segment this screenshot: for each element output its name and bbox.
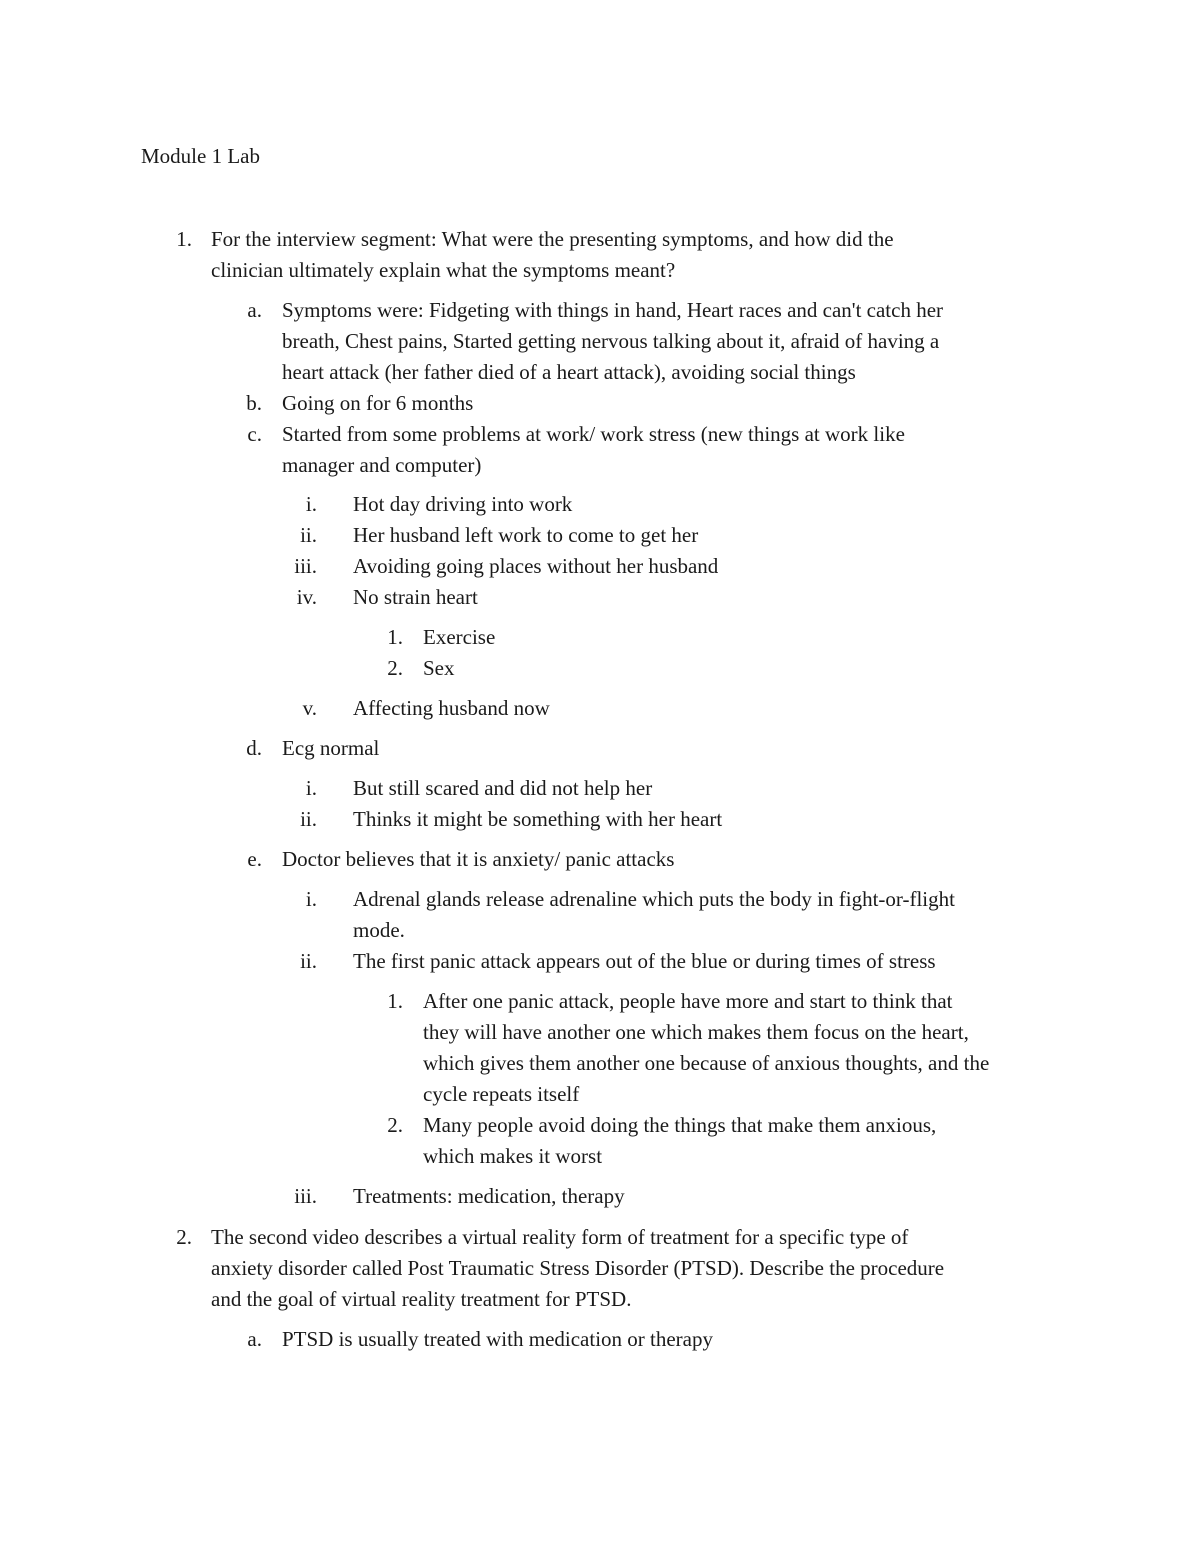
- list-roman: i.: [305, 492, 317, 516]
- list-roman: ii.: [300, 949, 317, 973]
- list-item-text: Symptoms were: Fidgeting with things in hand, Heart races and can't catch her: [282, 298, 944, 322]
- list-item-c-i: [0, 489, 1200, 520]
- list-item-text: which makes it worst: [423, 1144, 603, 1168]
- question-text-line: For the interview segment: What were the presenting symptoms, and how did the: [211, 227, 894, 251]
- list-item-text: Treatments: medication, therapy: [353, 1184, 625, 1208]
- list-item-e: [0, 844, 1200, 875]
- list-item-text: Going on for 6 months: [282, 391, 474, 415]
- list-item-text: heart attack (her father died of a heart attack), avoiding social things: [282, 360, 856, 384]
- list-item-text: they will have another one which makes them focus on the heart,: [423, 1020, 969, 1044]
- list-item-c-iv-1: [0, 622, 1200, 653]
- list-item-d-i: [0, 773, 1200, 804]
- list-letter: a.: [247, 1327, 262, 1351]
- list-letter: e.: [247, 847, 262, 871]
- list-item-c-ii: [0, 520, 1200, 551]
- list-roman: ii.: [300, 807, 317, 831]
- list-item-text: PTSD is usually treated with medication or therapy: [282, 1327, 713, 1351]
- list-item-text: Affecting husband now: [353, 696, 550, 720]
- list-item-text: breath, Chest pains, Started getting nervous talking about it, afraid of having a: [282, 329, 940, 353]
- list-item-text: Her husband left work to come to get her: [353, 523, 699, 547]
- list-roman: v.: [302, 696, 317, 720]
- list-item-b: [0, 388, 1200, 419]
- question-1: [0, 224, 1200, 255]
- list-item-text: mode.: [353, 918, 405, 942]
- list-item-e-i: [0, 884, 1200, 915]
- question-text-line: clinician ultimately explain what the symptoms meant?: [211, 258, 676, 282]
- list-item-text: After one panic attack, people have more and start to think that: [423, 989, 953, 1013]
- list-letter: b.: [246, 391, 262, 415]
- list-roman: i.: [305, 887, 317, 911]
- list-item-c-iv-2: [0, 653, 1200, 684]
- list-item-text: Thinks it might be something with her heart: [353, 807, 723, 831]
- list-item-c-iv: [0, 582, 1200, 613]
- list-item-a-continued: [0, 357, 1200, 388]
- list-item-q2-a: [0, 1324, 1200, 1355]
- list-item-e-i-continued: [0, 915, 1200, 946]
- list-item-e-ii-1: [0, 986, 1200, 1017]
- list-item-text: Avoiding going places without her husband: [353, 554, 719, 578]
- list-item-c-iii: [0, 551, 1200, 582]
- list-item-text: Many people avoid doing the things that make them anxious,: [423, 1113, 937, 1137]
- question-2: [0, 1222, 1200, 1253]
- list-item-a: [0, 295, 1200, 326]
- list-item-text: manager and computer): [282, 453, 482, 477]
- question-text-line: The second video describes a virtual reality form of treatment for a specific type of: [211, 1225, 909, 1249]
- list-item-c-v: [0, 693, 1200, 724]
- list-item-e-ii: [0, 946, 1200, 977]
- list-item-text: Sex: [423, 656, 455, 680]
- list-item-text: But still scared and did not help her: [353, 776, 653, 800]
- list-item-e-iii: [0, 1181, 1200, 1212]
- list-roman: iii.: [294, 1184, 317, 1208]
- list-item-e-ii-2: [0, 1110, 1200, 1141]
- list-item-text: The first panic attack appears out of the blue or during times of stress: [353, 949, 936, 973]
- list-item-c-continued: [0, 450, 1200, 481]
- list-number: 1.: [387, 625, 403, 649]
- question-2-continued: [0, 1253, 1200, 1284]
- list-item-d: [0, 733, 1200, 764]
- question-1-continued: [0, 255, 1200, 286]
- list-item-text: Ecg normal: [282, 736, 380, 760]
- list-item-text: No strain heart: [353, 585, 478, 609]
- list-letter: c.: [247, 422, 262, 446]
- list-item-text: Started from some problems at work/ work stress (new things at work like: [282, 422, 905, 446]
- list-item-text: Exercise: [423, 625, 496, 649]
- question-2-continued: [0, 1284, 1200, 1315]
- list-number: 1.: [176, 227, 192, 251]
- document-title: Module 1 Lab: [141, 144, 260, 168]
- question-text-line: and the goal of virtual reality treatment for PTSD.: [211, 1287, 632, 1311]
- list-item-e-ii-2-continued: [0, 1141, 1200, 1172]
- list-number: 1.: [387, 989, 403, 1013]
- list-item-text: which gives them another one because of anxious thoughts, and the: [423, 1051, 990, 1075]
- list-item-text: Adrenal glands release adrenaline which puts the body in fight-or-flight: [353, 887, 955, 911]
- list-item-d-ii: [0, 804, 1200, 835]
- list-item-c: [0, 419, 1200, 450]
- list-number: 2.: [387, 1113, 403, 1137]
- list-letter: a.: [247, 298, 262, 322]
- list-item-text: Doctor believes that it is anxiety/ panic attacks: [282, 847, 675, 871]
- list-number: 2.: [176, 1225, 192, 1249]
- list-roman: iv.: [296, 585, 317, 609]
- list-item-e-ii-1-continued: [0, 1017, 1200, 1048]
- question-text-line: anxiety disorder called Post Traumatic Stress Disorder (PTSD). Describe the procedure: [211, 1256, 945, 1280]
- list-roman: i.: [305, 776, 317, 800]
- list-number: 2.: [387, 656, 403, 680]
- list-item-text: Hot day driving into work: [353, 492, 573, 516]
- list-letter: d.: [246, 736, 262, 760]
- list-roman: iii.: [294, 554, 317, 578]
- list-item-text: cycle repeats itself: [423, 1082, 580, 1106]
- list-item-e-ii-1-continued: [0, 1048, 1200, 1079]
- list-item-a-continued: [0, 326, 1200, 357]
- list-item-e-ii-1-continued: [0, 1079, 1200, 1110]
- list-roman: ii.: [300, 523, 317, 547]
